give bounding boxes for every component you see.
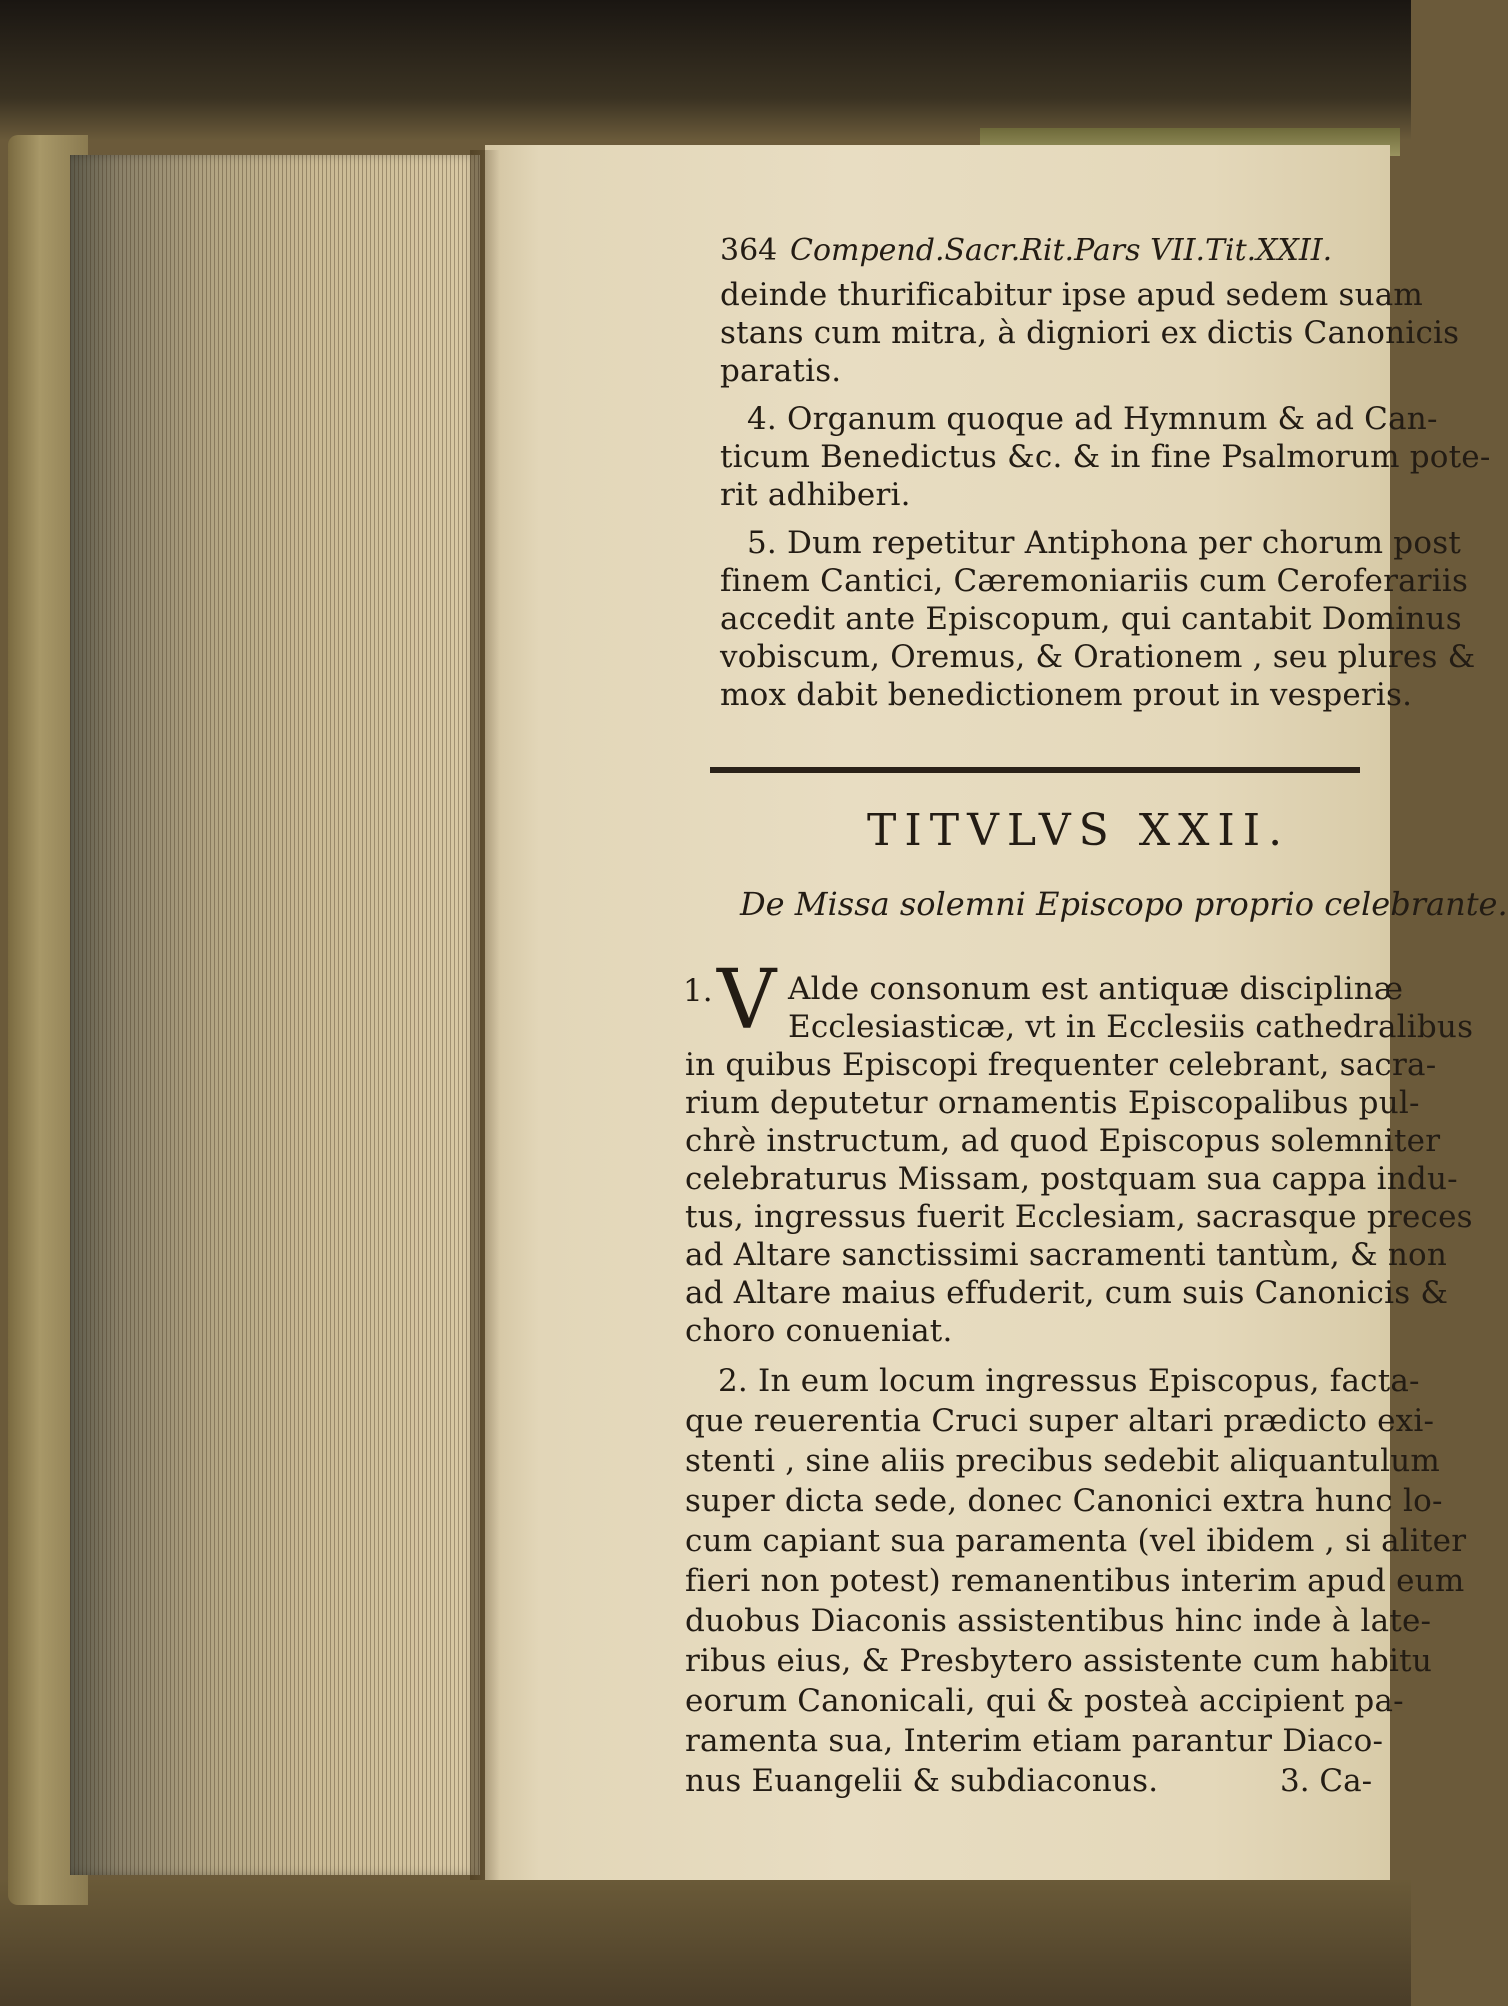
- text-line: ad Altare sanctissimi sacramenti tantùm, & non: [685, 1237, 1448, 1273]
- text-line: rium deputetur ornamentis Episcopalibus pul-: [685, 1085, 1420, 1121]
- text-line: cum capiant sua paramenta (vel ibidem , si aliter: [685, 1523, 1467, 1559]
- dark-background: [0, 0, 1411, 140]
- text-line: accedit ante Episcopum, qui cantabit Dominus: [720, 601, 1462, 637]
- text-line: eorum Canonicali, qui & posteà accipient pa-: [685, 1683, 1404, 1719]
- text-line: chrè instructum, ad quod Episcopus solemniter: [685, 1123, 1441, 1159]
- text-line: stans cum mitra, à digniori ex dictis Canonicis: [720, 315, 1460, 351]
- text-line: vobiscum, Oremus, & Orationem , seu plures &: [720, 639, 1476, 675]
- text-line: 2. In eum locum ingressus Episcopus, facta-: [718, 1363, 1420, 1399]
- text-line: mox dabit benedictionem prout in vesperis.: [720, 677, 1413, 713]
- catchword: 3. Ca-: [1280, 1763, 1373, 1799]
- paragraph-number: 1.: [683, 973, 713, 1009]
- section-title: TITVLVS XXII.: [867, 805, 1291, 856]
- text-line: finem Cantici, Cæremoniariis cum Ceroferariis: [720, 563, 1469, 599]
- text-line: ad Altare maius effuderit, cum suis Canonicis &: [685, 1275, 1449, 1311]
- section-subtitle: De Missa solemni Episcopo proprio celebrante.: [740, 885, 1508, 923]
- drop-capital: V: [717, 953, 777, 1048]
- text-line: fieri non potest) remanentibus interim apud eum: [685, 1563, 1465, 1599]
- text-line: deinde thurificabitur ipse apud sedem suam: [720, 277, 1424, 313]
- text-line: Alde consonum est antiquæ disciplinæ: [788, 971, 1404, 1007]
- book-page: [485, 145, 1508, 1880]
- text-line: nus Euangelii & subdiaconus.: [685, 1763, 1159, 1799]
- text-line: tus, ingressus fuerit Ecclesiam, sacrasque preces: [685, 1199, 1473, 1235]
- text-line: celebraturus Missam, postquam sua cappa indu-: [685, 1161, 1458, 1197]
- text-line: que reuerentia Cruci super altari prædicto exi-: [685, 1403, 1435, 1439]
- text-line: paratis.: [720, 353, 842, 389]
- text-line: duobus Diaconis assistentibus hinc inde à late-: [685, 1603, 1432, 1639]
- text-line: in quibus Episcopi frequenter celebrant, sacra-: [685, 1047, 1437, 1083]
- text-line: ribus eius, & Presbytero assistente cum habitu: [685, 1643, 1432, 1679]
- text-line: choro conueniat.: [685, 1313, 953, 1349]
- horizontal-rule: [710, 767, 1360, 773]
- text-line: ticum Benedictus &c. & in fine Psalmorum pote-: [720, 439, 1491, 475]
- text-line: ramenta sua, Interim etiam parantur Diaco-: [685, 1723, 1384, 1759]
- text-line: rit adhiberi.: [720, 477, 911, 513]
- text-line: Ecclesiasticæ, vt in Ecclesiis cathedralibus: [788, 1009, 1474, 1045]
- page-block-edges: [70, 155, 480, 1875]
- running-head: Compend.Sacr.Rit.Pars VII.Tit.XXII.: [790, 233, 1333, 268]
- text-line: 4. Organum quoque ad Hymnum & ad Can-: [747, 401, 1438, 437]
- spine-shadow: [470, 150, 500, 1880]
- text-line: 5. Dum repetitur Antiphona per chorum post: [747, 525, 1461, 561]
- page-number: 364: [720, 233, 778, 268]
- text-line: stenti , sine aliis precibus sedebit aliquantulum: [685, 1443, 1441, 1479]
- table-surface: [0, 1880, 1411, 2006]
- text-line: super dicta sede, donec Canonici extra hunc lo-: [685, 1483, 1443, 1519]
